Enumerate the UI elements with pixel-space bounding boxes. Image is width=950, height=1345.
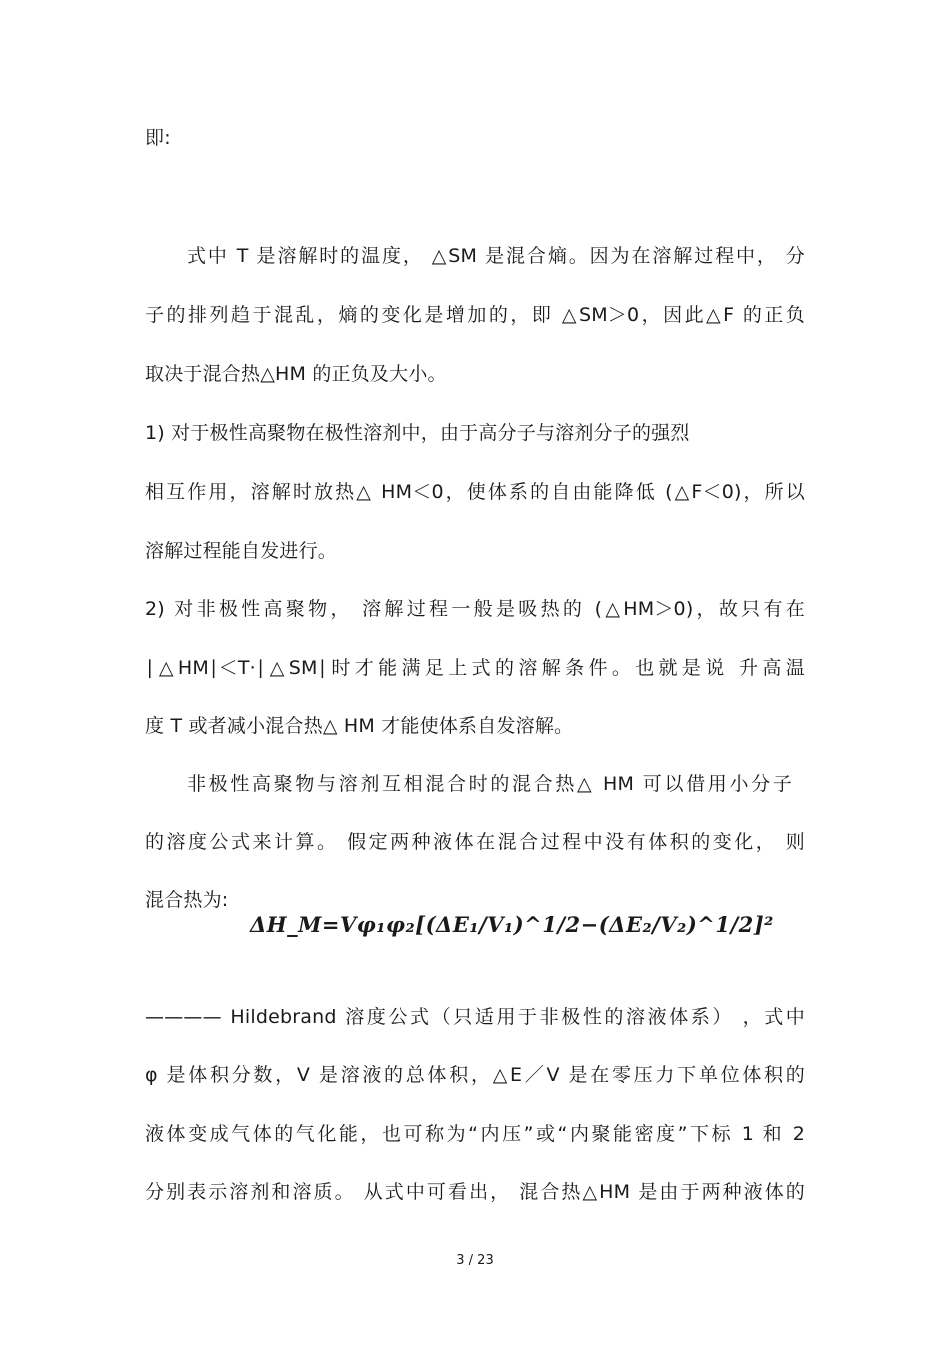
text-line-9: ∣△HM∣＜T·∣△SM∣时才能满足上式的溶解条件。也就是说 升高温 bbox=[145, 657, 805, 679]
text-line-8: 2) 对非极性高聚物， 溶解过程一般是吸热的 (△HM＞0)，故只有在 bbox=[145, 598, 805, 620]
text-line-2: 式中 T 是溶解时的温度， △SM 是混合熵。因为在溶解过程中， 分 bbox=[187, 245, 805, 267]
hildebrand-formula: ΔH_M=Vφ₁φ₂[(ΔE₁/V₁)^1/2−(ΔE₂/V₂)^1/2]² bbox=[250, 912, 774, 937]
text-line-7: 溶解过程能自发进行。 bbox=[145, 540, 338, 562]
text-line-6: 相互作用，溶解时放热△ HM＜0，使体系的自由能降低 (△F＜0)，所以 bbox=[145, 481, 805, 503]
text-line-17: 分别表示溶剂和溶质。 从式中可看出， 混合热△HM 是由于两种液体的 bbox=[145, 1181, 805, 1203]
text-line-13: 混合热为: bbox=[145, 889, 229, 911]
text-line-16: 液体变成气体的气化能，也可称为“内压”或“内聚能密度”下标 1 和 2 bbox=[145, 1123, 805, 1145]
text-line-10: 度 T 或者减小混合热△ HM 才能使体系自发溶解。 bbox=[145, 715, 574, 737]
text-line-4: 取决于混合热△HM 的正负及大小。 bbox=[145, 363, 447, 385]
page-number: 3 / 23 bbox=[456, 1253, 494, 1268]
text-line-5: 1) 对于极性高聚物在极性溶剂中，由于高分子与溶剂分子的强烈 bbox=[145, 422, 690, 444]
text-line-1: 即: bbox=[145, 127, 171, 149]
text-line-3: 子的排列趋于混乱，熵的变化是增加的，即 △SM＞0，因此△F 的正负 bbox=[145, 304, 805, 326]
text-line-14: ———— Hildebrand 溶度公式（只适用于非极性的溶液体系） ，式中 bbox=[145, 1006, 805, 1028]
text-line-12: 的溶度公式来计算。 假定两种液体在混合过程中没有体积的变化， 则 bbox=[145, 831, 805, 853]
text-line-15: φ 是体积分数，V 是溶液的总体积，△E／V 是在零压力下单位体积的 bbox=[145, 1064, 805, 1086]
text-line-11: 非极性高聚物与溶剂互相混合时的混合热△ HM 可以借用小分子 bbox=[187, 773, 792, 795]
